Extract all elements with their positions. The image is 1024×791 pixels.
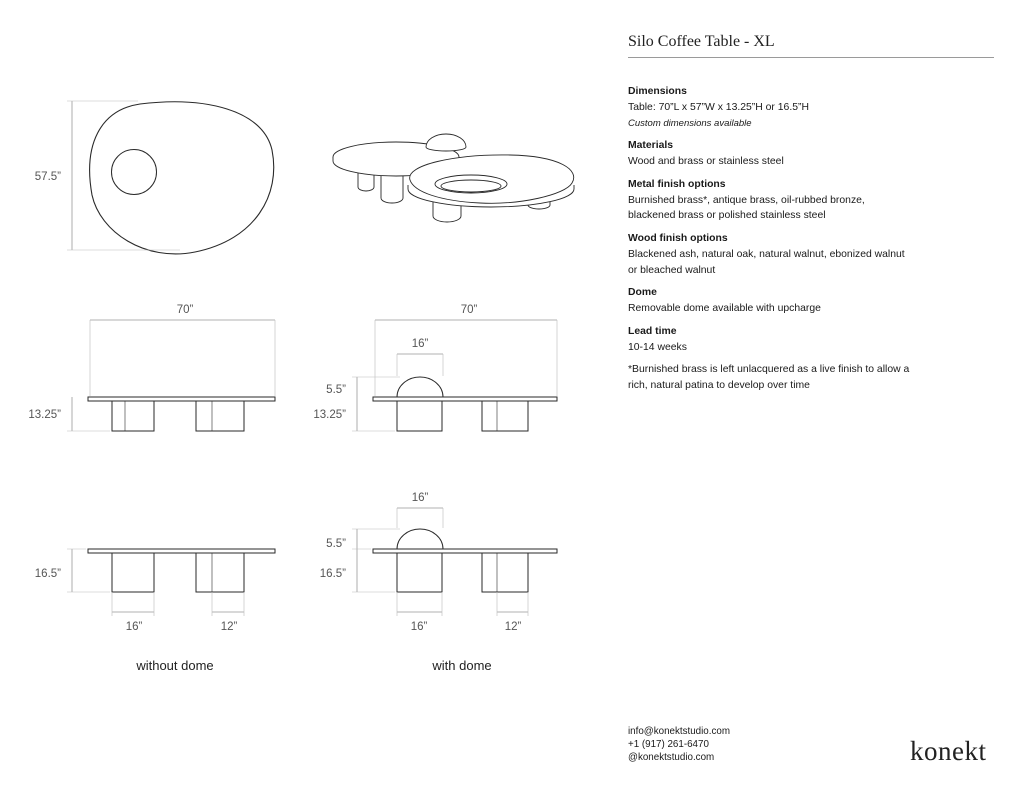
spec-text-wood-line2: or bleached walnut (628, 264, 716, 276)
dim-leg-large-right: 16” (410, 621, 428, 633)
dim-top-depth: 57.5” (34, 171, 61, 183)
dim-leg-small-left: 12” (220, 621, 238, 633)
spec-text-dome: Removable dome available with upcharge (628, 303, 821, 315)
spec-text-materials: Wood and brass or stainless steel (628, 156, 784, 168)
dim-height-low-right: 13.25” (313, 409, 346, 421)
spec-text-lead-time: 10-14 weeks (628, 341, 687, 353)
contact-phone: +1 (917) 261-6470 (628, 739, 709, 750)
page-title: Silo Coffee Table - XL (628, 33, 775, 50)
dim-length-left: 70” (176, 304, 194, 316)
dim-leg-small-right: 12” (504, 621, 522, 633)
dim-height-low-left: 13.25” (28, 409, 61, 421)
spec-footnote (628, 362, 928, 393)
elevation-high-without-dome (67, 549, 275, 616)
dim-leg-large-left: 16” (125, 621, 143, 633)
spec-text-wood-line1: Blackened ash, natural oak, natural walnut, ebonized walnut (628, 248, 905, 260)
elevation-high-with-dome (352, 508, 557, 616)
spec-text-metal-line2: blackened brass or polished stainless steel (628, 210, 826, 222)
spec-lead-time (628, 324, 928, 356)
dim-dome-diameter-bottom: 16” (411, 492, 429, 504)
spec-heading-wood-finish: Wood finish options (628, 232, 728, 244)
dim-height-high-left: 16.5” (34, 568, 61, 580)
contact-email[interactable]: info@konektstudio.com (628, 726, 730, 737)
spec-heading-lead-time: Lead time (628, 325, 677, 337)
elevation-low-with-dome (352, 320, 557, 431)
footnote-line1: *Burnished brass is left unlacquered as a live finish to allow a (628, 364, 910, 376)
perspective-drawing (333, 134, 574, 222)
elevation-low-without-dome (67, 320, 275, 431)
spec-text-metal-line1: Burnished brass*, antique brass, oil-rubbed bronze, (628, 194, 865, 206)
dim-length-right: 70” (460, 304, 478, 316)
spec-note-custom-dimensions: Custom dimensions available (628, 117, 752, 129)
dim-dome-height-mid: 5.5” (326, 384, 346, 396)
spec-dome (628, 285, 928, 317)
spec-metal-finish (628, 177, 928, 224)
specifications-panel (628, 84, 928, 401)
caption-with-dome: with dome (432, 658, 492, 673)
title-divider (628, 57, 994, 58)
top-view-drawing (67, 101, 274, 254)
spec-materials (628, 138, 928, 170)
brand-logo: konekt (910, 736, 987, 766)
dim-dome-diameter-mid: 16” (411, 338, 429, 350)
spec-heading-dome: Dome (628, 287, 657, 299)
spec-dimensions (628, 84, 928, 131)
spec-wood-finish (628, 231, 928, 278)
dim-height-high-right: 16.5” (319, 568, 346, 580)
contact-block (628, 725, 730, 764)
spec-text-dimensions: Table: 70”L x 57”W x 13.25”H or 16.5”H (628, 102, 809, 113)
spec-heading-materials: Materials (628, 140, 674, 152)
spec-heading-dimensions: Dimensions (628, 86, 687, 97)
caption-without-dome: without dome (136, 658, 214, 673)
footnote-line2: rich, natural patina to develop over time (628, 379, 810, 391)
contact-social[interactable]: @konektstudio.com (628, 752, 715, 763)
spec-heading-metal-finish: Metal finish options (628, 178, 726, 190)
dim-dome-height-bottom: 5.5” (326, 538, 346, 550)
